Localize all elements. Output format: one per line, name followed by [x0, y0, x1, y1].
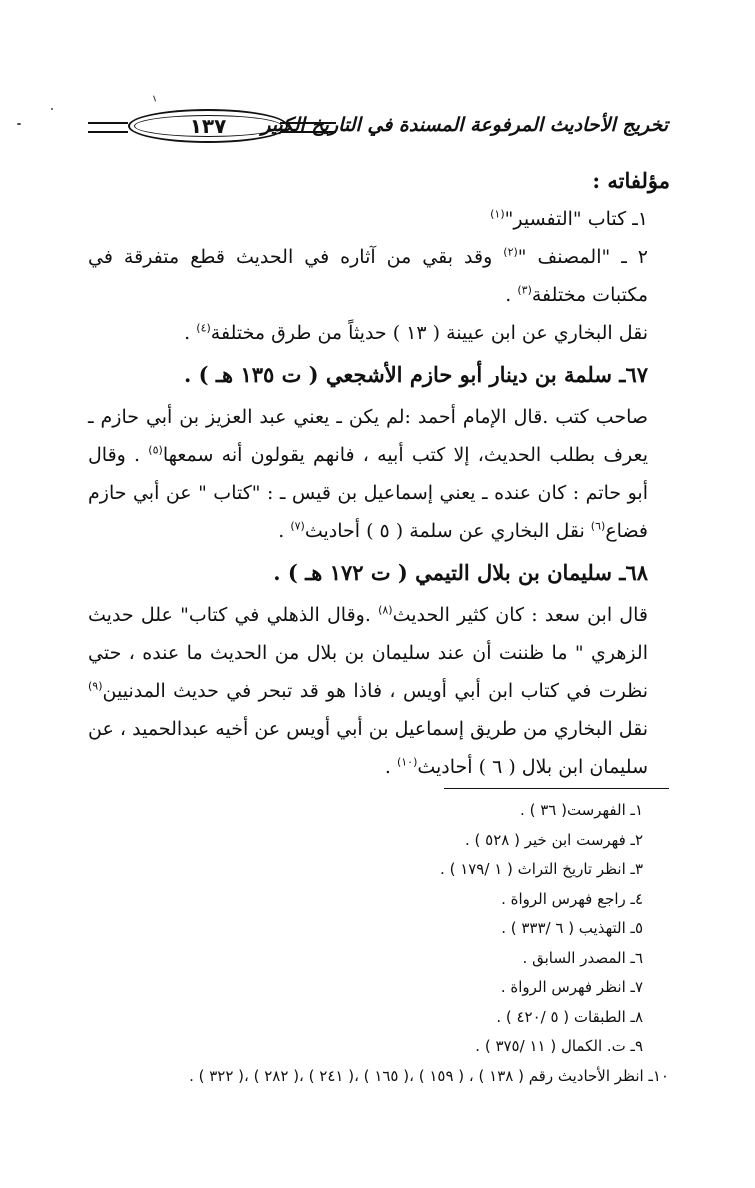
- running-header: [88, 108, 668, 148]
- paragraph-text: نقل البخاري من طريق إسماعيل بن أبي أويس عن أخيه عبدالحميد ، عن سليمان ابن بلال ( ٦ ) أحاديث: [88, 718, 648, 778]
- footnote-separator: [444, 788, 669, 789]
- entry-heading-67: ٦٧ـ سلمة بن دينار أبو حازم الأشجعي ( ت ١٣٥ هـ ) .: [184, 362, 648, 387]
- page-number: ١٣٧: [189, 114, 227, 138]
- footnote-7: ٧ـ انظر فهرس الرواة .: [500, 978, 643, 996]
- footnote-2: ٢ـ فهرست ابن خير ( ٥٢٨ ) .: [465, 830, 643, 849]
- work-item-2-text: وقد بقي من آثاره في الحديث قطع متفرقة في مكتبات مختلفة: [88, 246, 648, 306]
- footnote-ref: (٨): [378, 603, 393, 617]
- bukhari-note: [88, 314, 670, 352]
- scan-speck: [51, 108, 53, 110]
- paragraph-text: .وقال الذهلي في كتاب" علل حديث الزهري " ما ظننت أن عند سليمان بن بلال من الحديث ما عنده ، حتي نظرت في كتاب ابن أبي أويس ، فاذا هو قد تبحر في حديث المدنيين: [88, 604, 648, 702]
- work-item-2: [88, 238, 670, 314]
- footnote-4: ٤ـ راجع فهرس الرواة .: [501, 889, 643, 908]
- footnote-9: ٩ـ ت. الكمال ( ١١ /٣٧٥ ) .: [475, 1037, 643, 1055]
- main-text: [88, 162, 670, 786]
- paragraph-text: قال ابن سعد : كان كثير الحديث: [392, 604, 648, 626]
- sentence-end: .: [505, 284, 512, 306]
- work-item-2-title: ٢ ـ "المصنف ": [517, 246, 648, 268]
- footnote-ref: (٦): [590, 519, 606, 533]
- sentence-end: .: [184, 322, 191, 344]
- sentence-end: .: [278, 520, 285, 542]
- bukhari-note-text: نقل البخاري عن ابن عيينة ( ١٣ ) حديثاً من طرق مختلفة: [210, 322, 648, 344]
- footnote-1: ١ـ الفهرست( ٣٦ ) .: [520, 801, 643, 819]
- entry-paragraph-68: [88, 596, 670, 786]
- footnote-ref: (٩): [88, 679, 103, 693]
- footnote-10: ١٠ـ انظر الأحاديث رقم ( ١٣٨ ) ، ( ١٥٩ ) ،( ١٦٥ ) ،( ٢٤١ ) ،( ٢٨٢ ) ،( ٣٢٢ ) .: [189, 1066, 669, 1085]
- scan-speck: [17, 123, 21, 125]
- footnote-ref: (٥): [148, 443, 163, 457]
- footnote-6: ٦ـ المصدر السابق .: [522, 948, 643, 967]
- entry-paragraph-67: [88, 398, 670, 550]
- footnote-3: ٣ـ انظر تاريخ التراث ( ١ /١٧٩ ) .: [440, 860, 643, 878]
- footnote-ref: (٧): [290, 519, 305, 533]
- footnote-ref: (١٠): [396, 755, 418, 769]
- entry-heading-68: ٦٨ـ سليمان بن بلال التيمي ( ت ١٧٢ هـ ) .: [273, 560, 648, 585]
- header-title: تخريج الأحاديث المرفوعة المسندة في التاريخ الكبير: [261, 114, 668, 136]
- scan-mark: [153, 94, 159, 101]
- footnote-ref: (٣): [517, 283, 532, 297]
- footnote-5: ٥ـ التهذيب ( ٦ /٣٣٣ ) .: [501, 919, 643, 937]
- footnote-8: ٨ـ الطبقات ( ٥ /٤٢٠ ) .: [496, 1007, 643, 1026]
- paragraph-text: . وقال أبو حاتم : كان عنده ـ يعني إسماعيل بن قيس ـ : "كتاب " عن أبي حازم فضاع: [88, 444, 648, 542]
- paragraph-text: نقل البخاري عن سلمة ( ٥ ) أحاديث: [304, 520, 585, 542]
- sentence-end: .: [384, 756, 391, 778]
- footnote-ref: (٢): [503, 245, 518, 259]
- footnote-ref: (٤): [196, 321, 211, 335]
- footnote-ref: (١): [490, 207, 505, 221]
- work-item-1-text: ١ـ كتاب "التفسير": [504, 208, 648, 230]
- header-rule-left: [88, 122, 128, 133]
- paragraph-text: صاحب كتب .قال الإمام أحمد :لم يكن ـ يعني عبد العزيز بن أبي حازم ـ يعرف بطلب الحديث، إلا كتب أبيه ، فانهم يقولون أنه سمعها: [88, 406, 648, 466]
- work-item-1: [88, 200, 670, 238]
- footnotes: [69, 796, 669, 1091]
- page-number-frame: [128, 109, 288, 143]
- header-rule-right: [280, 122, 336, 133]
- section-label: مؤلفاته :: [592, 168, 670, 193]
